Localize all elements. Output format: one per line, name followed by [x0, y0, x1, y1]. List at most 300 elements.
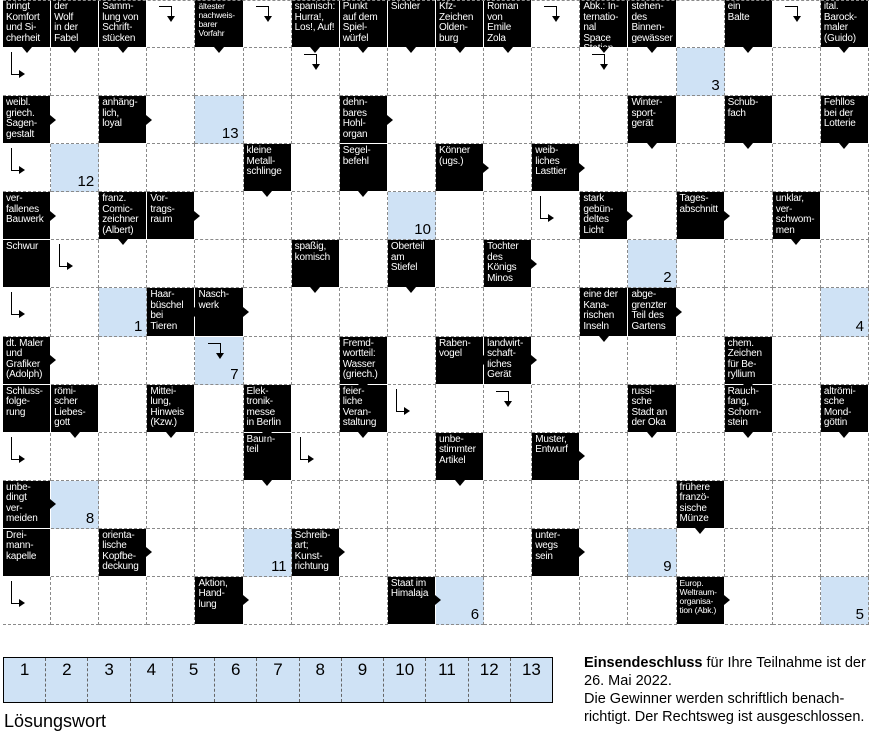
answer-cell[interactable] — [725, 288, 773, 336]
solution-letter-cell[interactable] — [51, 481, 99, 529]
solution-letter-cell[interactable] — [628, 240, 676, 288]
answer-cell[interactable] — [725, 192, 773, 240]
arrow-down-icon — [262, 191, 272, 197]
solution-index-number: 9 — [663, 557, 672, 575]
clue-text: Abk.: In- ternatio- nal Space — [583, 1, 619, 44]
solution-index-number: 4 — [855, 317, 864, 335]
clue-cell — [340, 144, 388, 192]
answer-cell[interactable] — [677, 144, 725, 192]
solution-label: Lösungswort — [4, 711, 107, 731]
answer-cell[interactable] — [340, 48, 388, 96]
answer-cell[interactable] — [147, 48, 195, 96]
answer-cell[interactable] — [388, 337, 436, 385]
clue-cell — [677, 481, 725, 529]
arrow-down-icon — [70, 47, 80, 53]
answer-cell[interactable] — [292, 337, 340, 385]
answer-cell[interactable] — [773, 433, 821, 481]
clue-text: spanisch: Hurra!, Los!, Auf! — [294, 1, 336, 33]
clue-text: stark gebün- deltes Licht — [583, 193, 614, 236]
clue-text: Fehllos bei der Lotterie — [823, 97, 856, 130]
answer-cell[interactable] — [292, 577, 340, 625]
answer-cell[interactable] — [99, 337, 147, 385]
answer-cell[interactable] — [195, 192, 243, 240]
clue-cell — [484, 0, 532, 48]
arrow-down-icon — [839, 143, 849, 149]
solution-box[interactable] — [300, 658, 342, 702]
answer-cell[interactable] — [484, 481, 532, 529]
solution-box-number: 10 — [395, 660, 415, 679]
answer-cell[interactable] — [821, 144, 869, 192]
clue-cell — [244, 385, 292, 433]
answer-cell[interactable] — [244, 48, 292, 96]
answer-cell[interactable] — [628, 577, 676, 625]
arrow-right-icon — [724, 211, 730, 221]
clue-text: altrömi- sche Mond- göttin — [823, 385, 856, 429]
clue-text: Raben- vogel — [439, 337, 471, 360]
answer-cell[interactable] — [340, 192, 388, 240]
solution-index-number: 6 — [470, 605, 480, 623]
answer-cell[interactable] — [821, 192, 869, 240]
arrow-down-icon — [647, 47, 657, 53]
answer-cell[interactable] — [580, 96, 628, 144]
answer-cell[interactable] — [628, 337, 676, 385]
solution-letter-cell[interactable] — [51, 144, 99, 192]
answer-cell[interactable] — [773, 529, 821, 577]
answer-cell[interactable] — [388, 96, 436, 144]
solution-letter-cell[interactable] — [436, 577, 484, 625]
answer-cell[interactable] — [580, 240, 628, 288]
answer-cell[interactable] — [773, 337, 821, 385]
arrow-right-icon — [243, 307, 249, 317]
answer-cell[interactable] — [340, 433, 388, 481]
answer-cell[interactable] — [580, 144, 628, 192]
clue-text: Kfz- Zeichen Olden- burg — [439, 1, 474, 44]
clue-text: Oberteil am Stiefel — [390, 241, 425, 274]
answer-cell[interactable] — [484, 288, 532, 336]
answer-cell[interactable] — [436, 529, 484, 577]
arrow-down-icon — [310, 287, 320, 293]
arrow-right-icon — [146, 115, 152, 125]
answer-cell[interactable] — [580, 433, 628, 481]
answer-cell[interactable] — [195, 48, 243, 96]
answer-cell[interactable] — [677, 385, 725, 433]
answer-cell[interactable] — [628, 48, 676, 96]
solution-box[interactable] — [257, 658, 299, 702]
arrow-down-icon — [406, 287, 416, 293]
answer-cell[interactable] — [51, 529, 99, 577]
answer-cell[interactable] — [677, 529, 725, 577]
answer-cell[interactable] — [725, 481, 773, 529]
solution-box-number: 9 — [357, 660, 368, 679]
solution-letter-cell[interactable] — [677, 48, 725, 96]
arrow-down-icon — [22, 47, 32, 53]
answer-cell[interactable] — [677, 96, 725, 144]
answer-cell[interactable] — [51, 577, 99, 625]
clue-text: stehen- des Binnen- gewässer — [631, 1, 673, 44]
arrow-down-icon — [839, 47, 849, 53]
answer-cell[interactable] — [388, 433, 436, 481]
answer-cell[interactable] — [484, 48, 532, 96]
solution-letter-cell[interactable] — [821, 288, 869, 336]
answer-cell[interactable] — [147, 240, 195, 288]
answer-cell[interactable] — [340, 240, 388, 288]
solution-box-number: 11 — [438, 660, 456, 679]
clue-cell — [628, 0, 676, 48]
solution-box[interactable] — [88, 658, 130, 702]
answer-cell[interactable] — [51, 433, 99, 481]
answer-cell[interactable] — [147, 96, 195, 144]
answer-cell[interactable] — [532, 481, 580, 529]
clue-cell — [147, 192, 195, 240]
answer-cell[interactable] — [725, 240, 773, 288]
answer-cell[interactable] — [388, 481, 436, 529]
answer-cell[interactable] — [773, 288, 821, 336]
clue-text: landwirt- schaft- liches Gerät — [487, 337, 524, 381]
arrow-right-icon — [531, 355, 537, 365]
answer-cell[interactable] — [677, 433, 725, 481]
answer-cell[interactable] — [484, 96, 532, 144]
arrow-down-icon — [310, 47, 320, 53]
deadline-bold: Einsendeschluss — [584, 655, 703, 671]
answer-cell[interactable] — [244, 337, 292, 385]
clue-text: unbe- dingt ver- meiden — [6, 481, 38, 525]
info-text — [584, 654, 866, 726]
solution-box-number: 6 — [231, 660, 241, 679]
arrow-right-icon — [387, 115, 393, 125]
solution-word-row — [3, 657, 553, 703]
arrow-right-icon — [531, 259, 537, 269]
answer-cell[interactable] — [244, 240, 292, 288]
answer-cell[interactable] — [436, 96, 484, 144]
arrow-right-icon — [483, 163, 489, 173]
answer-cell[interactable] — [532, 385, 580, 433]
answer-cell[interactable] — [340, 288, 388, 336]
solution-box-number: 12 — [479, 660, 499, 679]
answer-cell[interactable] — [244, 192, 292, 240]
clue-text: Aktion, Hand- lung — [198, 577, 228, 610]
answer-cell[interactable] — [484, 433, 532, 481]
answer-cell[interactable] — [773, 144, 821, 192]
answer-cell[interactable] — [99, 48, 147, 96]
answer-cell[interactable] — [244, 96, 292, 144]
answer-cell[interactable] — [436, 288, 484, 336]
solution-letter-cell[interactable] — [244, 529, 292, 577]
clue-text: unter- wegs sein — [535, 529, 561, 562]
answer-cell[interactable] — [292, 96, 340, 144]
answer-cell[interactable] — [532, 96, 580, 144]
arrow-right-icon — [243, 595, 249, 605]
answer-cell[interactable] — [821, 48, 869, 96]
answer-cell[interactable] — [147, 337, 195, 385]
clue-text: Segel- befehl — [342, 145, 371, 167]
solution-box-number: 5 — [188, 660, 199, 679]
arrow-down-icon — [647, 143, 657, 149]
answer-cell[interactable] — [51, 288, 99, 336]
answer-cell[interactable] — [484, 144, 532, 192]
answer-cell[interactable] — [532, 337, 580, 385]
solution-box[interactable] — [46, 658, 88, 702]
arrow-right-icon — [339, 547, 345, 557]
answer-cell[interactable] — [195, 144, 243, 192]
answer-cell[interactable] — [147, 481, 195, 529]
answer-cell[interactable] — [436, 385, 484, 433]
answer-cell[interactable] — [195, 240, 243, 288]
answer-cell[interactable] — [292, 385, 340, 433]
clue-text: spaßig, komisch — [294, 241, 330, 263]
solution-box[interactable] — [342, 658, 384, 702]
answer-cell[interactable] — [628, 144, 676, 192]
answer-cell[interactable] — [340, 529, 388, 577]
clue-cell — [244, 144, 292, 192]
answer-cell[interactable] — [436, 48, 484, 96]
answer-cell[interactable] — [773, 48, 821, 96]
answer-cell[interactable] — [677, 288, 725, 336]
solution-box[interactable] — [131, 658, 173, 702]
arrow-right-icon — [483, 355, 489, 365]
arrow-down-icon — [599, 336, 609, 342]
answer-cell[interactable] — [99, 240, 147, 288]
answer-cell[interactable] — [484, 192, 532, 240]
answer-cell[interactable] — [195, 481, 243, 529]
arrow-down-icon — [743, 47, 753, 53]
answer-cell[interactable] — [195, 433, 243, 481]
answer-cell[interactable] — [821, 529, 869, 577]
answer-cell[interactable] — [725, 577, 773, 625]
answer-cell[interactable] — [388, 144, 436, 192]
clue-cell — [51, 0, 99, 48]
answer-cell[interactable] — [340, 577, 388, 625]
answer-cell[interactable] — [821, 240, 869, 288]
clue-cell — [340, 385, 388, 433]
answer-cell[interactable] — [628, 481, 676, 529]
clue-cell — [195, 288, 243, 336]
clue-text: römi- scher Liebes- gott — [54, 385, 86, 429]
solution-letter-cell[interactable] — [195, 96, 243, 144]
solution-box-number: 4 — [146, 660, 157, 679]
answer-cell[interactable] — [436, 481, 484, 529]
arrow-right-icon — [50, 211, 56, 221]
answer-cell[interactable] — [677, 337, 725, 385]
clue-text: Sichler — [390, 1, 421, 12]
clue-cell — [292, 0, 340, 48]
arrow-down-icon — [262, 480, 272, 486]
solution-box[interactable] — [384, 658, 426, 702]
clue-cell — [147, 385, 195, 433]
answer-cell[interactable] — [773, 240, 821, 288]
answer-cell[interactable] — [580, 577, 628, 625]
solution-box[interactable] — [426, 658, 468, 702]
arrow-down-icon — [358, 384, 368, 390]
arrow-right-icon — [50, 355, 56, 365]
solution-box[interactable] — [4, 658, 46, 702]
arrow-right-icon — [579, 163, 585, 173]
answer-cell[interactable] — [388, 288, 436, 336]
solution-index-number: 5 — [855, 605, 864, 623]
clue-cell — [388, 240, 436, 288]
arrow-right-icon — [435, 595, 441, 605]
clue-cell — [532, 433, 580, 481]
clue-cell — [532, 144, 580, 192]
answer-cell[interactable] — [821, 337, 869, 385]
solution-box-number: 3 — [104, 660, 114, 679]
clue-cell — [99, 0, 147, 48]
arrow-right-icon — [579, 451, 585, 461]
clue-text: russi- sche Stadt an der Oka — [631, 385, 668, 429]
answer-cell[interactable] — [99, 144, 147, 192]
answer-cell[interactable] — [340, 481, 388, 529]
solution-box[interactable] — [173, 658, 215, 702]
clue-text: dehn- bares Hohl- organ — [342, 97, 368, 140]
answer-cell[interactable] — [773, 577, 821, 625]
solution-letter-cell[interactable] — [628, 529, 676, 577]
answer-cell[interactable] — [195, 529, 243, 577]
answer-cell[interactable] — [292, 481, 340, 529]
clue-cell — [3, 337, 51, 385]
answer-cell[interactable] — [532, 288, 580, 336]
clue-text: Nasch- werk — [198, 289, 229, 311]
answer-cell[interactable] — [580, 529, 628, 577]
answer-cell[interactable] — [147, 529, 195, 577]
answer-cell[interactable] — [580, 337, 628, 385]
answer-cell[interactable] — [677, 240, 725, 288]
answer-cell[interactable] — [51, 96, 99, 144]
clue-cell — [821, 96, 869, 144]
answer-cell[interactable] — [773, 96, 821, 144]
solution-box-number: 8 — [315, 660, 325, 679]
clue-cell — [436, 144, 484, 192]
arrow-right-icon — [50, 115, 56, 125]
arrow-down-icon — [455, 47, 465, 53]
answer-cell[interactable] — [99, 577, 147, 625]
clue-text: orienta- lische Kopfbe- deckung — [102, 529, 139, 573]
clue-text: Fremd- wortteil: Wasser (griech.) — [342, 337, 378, 381]
answer-cell[interactable] — [244, 288, 292, 336]
answer-cell[interactable] — [51, 192, 99, 240]
answer-cell[interactable] — [484, 529, 532, 577]
clue-cell — [677, 192, 725, 240]
solution-box[interactable] — [469, 658, 511, 702]
answer-cell[interactable] — [99, 385, 147, 433]
clue-text: Roman von Emile Zola — [487, 1, 519, 44]
clue-text: Baum- teil — [246, 433, 276, 456]
clue-text: abge- grenzter Teil des Gartens — [631, 289, 667, 332]
answer-cell[interactable] — [725, 433, 773, 481]
clue-text: bringt Komfort und Si- cherheit — [6, 1, 40, 44]
answer-cell[interactable] — [821, 481, 869, 529]
answer-cell[interactable] — [292, 144, 340, 192]
answer-cell[interactable] — [773, 481, 821, 529]
clue-text: Staat im Himalaja — [390, 577, 429, 600]
arrow-down-icon — [503, 47, 513, 53]
clue-cell — [725, 337, 773, 385]
clue-cell — [580, 0, 628, 48]
answer-cell[interactable] — [99, 481, 147, 529]
arrow-right-icon — [50, 499, 56, 509]
answer-cell[interactable] — [436, 192, 484, 240]
solution-box[interactable] — [511, 658, 552, 702]
clue-cell — [340, 0, 388, 48]
answer-cell[interactable] — [725, 529, 773, 577]
clue-cell — [628, 96, 676, 144]
clue-cell — [725, 385, 773, 433]
answer-cell[interactable] — [147, 577, 195, 625]
clue-text: Haar- büschel bei Tieren — [150, 289, 184, 332]
clue-text: Mittei- lung, Hinweis (Kzw.) — [150, 385, 184, 429]
arrow-down-icon — [262, 432, 272, 438]
arrow-down-icon — [839, 432, 849, 438]
answer-cell[interactable] — [532, 577, 580, 625]
clue-cell — [51, 385, 99, 433]
clue-cell — [3, 192, 51, 240]
clue-cell — [99, 192, 147, 240]
answer-cell[interactable] — [388, 529, 436, 577]
clue-cell — [436, 433, 484, 481]
clue-cell — [195, 577, 243, 625]
clue-cell — [3, 0, 51, 48]
answer-cell[interactable] — [147, 144, 195, 192]
legal-note: richtigt. Der Rechtsweg ist ausgeschlossen. — [584, 709, 865, 725]
arrow-down-icon — [695, 528, 705, 534]
answer-cell[interactable] — [725, 48, 773, 96]
clue-text: Tages- abschnitt — [679, 193, 718, 215]
answer-cell[interactable] — [51, 337, 99, 385]
answer-cell[interactable] — [388, 48, 436, 96]
clue-text: anhäng- lich, loyal — [102, 97, 138, 130]
answer-cell[interactable] — [484, 577, 532, 625]
solution-letter-cell[interactable] — [821, 577, 869, 625]
clue-text: Rauch- fang, Schorn- stein — [727, 385, 762, 429]
answer-cell[interactable] — [244, 481, 292, 529]
clue-text: Schluss- folge- rung — [6, 385, 43, 418]
answer-cell[interactable] — [532, 48, 580, 96]
clue-text: ital. Barock- maler (Guido) — [823, 1, 857, 44]
solution-letter-cell[interactable] — [388, 192, 436, 240]
answer-cell[interactable] — [580, 481, 628, 529]
clue-cell — [821, 0, 869, 48]
answer-cell[interactable] — [773, 385, 821, 433]
clue-text: Drei- mann- kapelle — [6, 529, 37, 562]
arrow-right-icon — [676, 307, 682, 317]
clue-cell — [388, 0, 436, 48]
answer-cell[interactable] — [628, 433, 676, 481]
answer-cell[interactable] — [821, 433, 869, 481]
answer-cell[interactable] — [292, 288, 340, 336]
answer-cell[interactable] — [51, 48, 99, 96]
answer-cell[interactable] — [99, 433, 147, 481]
answer-cell[interactable] — [628, 192, 676, 240]
answer-cell[interactable] — [244, 577, 292, 625]
answer-cell[interactable] — [725, 144, 773, 192]
clue-cell — [580, 192, 628, 240]
answer-cell[interactable] — [532, 240, 580, 288]
clue-cell — [821, 385, 869, 433]
clue-text: unklar, ver- schwom- men — [775, 193, 815, 236]
answer-cell[interactable] — [147, 433, 195, 481]
clue-cell — [628, 385, 676, 433]
answer-cell[interactable] — [436, 240, 484, 288]
answer-cell[interactable] — [580, 385, 628, 433]
clue-text: Samm- lung von Schrift- stücken — [102, 1, 139, 44]
clue-text: ältester nachweis- barer Vorfahr — [198, 1, 235, 38]
answer-cell[interactable] — [195, 385, 243, 433]
answer-cell[interactable] — [292, 192, 340, 240]
clue-cell — [436, 337, 484, 385]
clue-cell — [773, 192, 821, 240]
clue-cell — [484, 337, 532, 385]
answer-cell[interactable] — [677, 0, 725, 48]
solution-box[interactable] — [215, 658, 257, 702]
solution-letter-cell[interactable] — [99, 288, 147, 336]
